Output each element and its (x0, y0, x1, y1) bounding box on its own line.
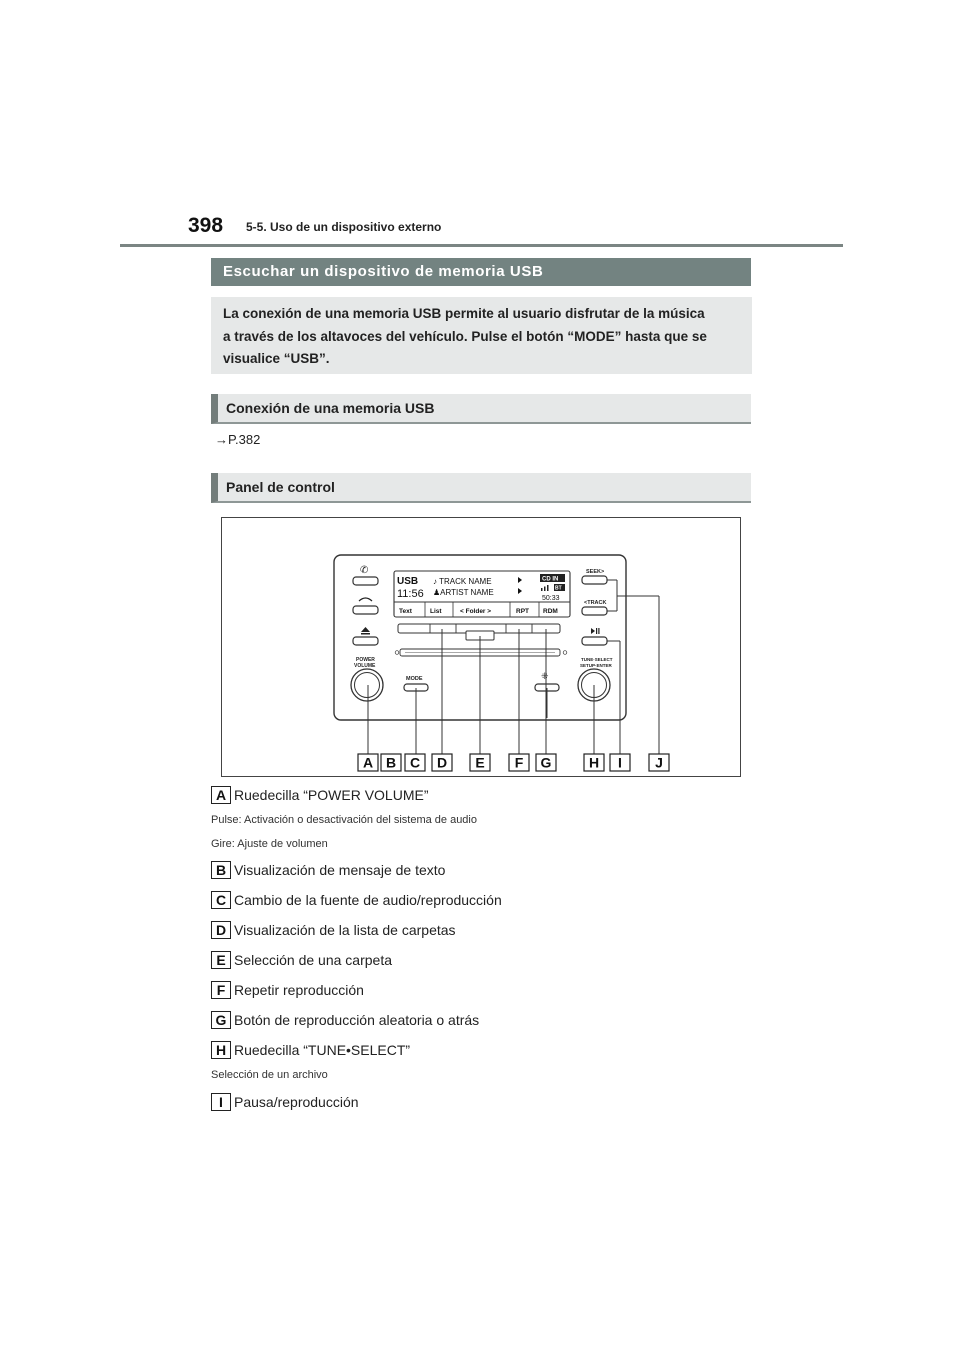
tab-rpt: RPT (516, 608, 529, 615)
item-text: Ruedecilla “POWER VOLUME” (234, 787, 429, 803)
list-item (211, 981, 364, 1003)
item-badge: I (211, 1093, 231, 1111)
callout-e (470, 754, 490, 771)
item-text: Cambio de la fuente de audio/reproducción (234, 892, 502, 908)
display-source: USB (397, 576, 419, 587)
track-label: <TRACK (584, 600, 607, 606)
item-badge: E (211, 951, 231, 969)
item-badge: C (211, 891, 231, 909)
tab-text: Text (399, 608, 412, 615)
phone-pickup-icon: ✆ (360, 565, 369, 576)
item-badge: B (211, 861, 231, 879)
item-badge: A (211, 786, 231, 804)
callout-i (610, 754, 630, 771)
page-number: 398 (188, 214, 224, 237)
section-reference: 5-5. Uso de un dispositivo externo (246, 220, 442, 234)
svg-text:B: B (385, 754, 397, 771)
callout-c (405, 754, 425, 771)
svg-text:G: G (540, 754, 552, 771)
main-section-title: Escuchar un dispositivo de memoria USB (211, 258, 751, 286)
item-text: Visualización de mensaje de texto (234, 862, 446, 878)
callout-g (536, 754, 556, 771)
power-label: POWER (356, 657, 375, 663)
svg-text:H: H (588, 754, 600, 771)
list-item (211, 1041, 410, 1063)
phone-hangup-button (353, 606, 378, 614)
tab-list: List (430, 608, 442, 615)
note-press: Pulse: Activación o desactivación del sistema de audio (211, 814, 477, 826)
list-item (211, 891, 502, 913)
cd-in-text: CD IN (542, 576, 559, 583)
control-panel-figure (221, 517, 741, 777)
svg-text:D: D (436, 754, 448, 771)
mode-label: MODE (406, 676, 423, 682)
callout-b (381, 754, 401, 771)
subsection-title-connection: Conexión de una memoria USB (211, 394, 751, 424)
svg-text:A: A (362, 754, 374, 771)
callout-d (432, 754, 452, 771)
phone-pickup-button (353, 577, 378, 585)
list-item (211, 1093, 359, 1115)
intro-line-2: a través de los altavoces del vehículo. Pulse el botón “MODE” hasta que se (223, 328, 707, 344)
eject-button (353, 637, 378, 645)
note-file-select: Selección de un archivo (211, 1069, 328, 1081)
svg-text:E: E (475, 754, 485, 771)
note-turn: Gire: Ajuste de volumen (211, 838, 328, 850)
intro-line-3: visualice “USB”. (223, 351, 330, 366)
intro-box (211, 297, 752, 374)
svg-text:F: F (514, 754, 524, 771)
seek-button (582, 576, 607, 584)
item-badge: H (211, 1041, 231, 1059)
display-time: 11:56 (397, 588, 424, 600)
svg-text:C: C (409, 754, 421, 771)
display-artist: ♟ARTIST NAME (433, 588, 494, 597)
tab-rdm: RDM (543, 608, 558, 615)
item-badge: F (211, 981, 231, 999)
item-badge: G (211, 1011, 231, 1029)
display-track: ♪ TRACK NAME (433, 577, 492, 586)
page-reference-link[interactable]: →P.382 (215, 432, 261, 447)
tab-folder: < Folder > (460, 608, 492, 615)
setup-enter-label: SETUP·ENTER (580, 663, 612, 668)
item-text: Pausa/reproducción (234, 1094, 359, 1110)
track-button (582, 607, 607, 615)
callout-a (358, 754, 378, 771)
callout-f (509, 754, 529, 771)
item-text: Ruedecilla “TUNE•SELECT” (234, 1042, 411, 1058)
callout-h (584, 754, 604, 771)
audio-unit-illustration (222, 518, 740, 776)
item-text: Selección de una carpeta (234, 952, 392, 968)
tune-select-label: TUNE·SELECT (581, 657, 613, 662)
callout-j (649, 754, 669, 771)
item-text: Visualización de la lista de carpetas (234, 922, 456, 938)
list-item (211, 921, 456, 943)
volume-label: VOLUME (354, 663, 376, 669)
list-item (211, 786, 429, 808)
svg-text:I: I (618, 754, 622, 771)
item-text: Repetir reproducción (234, 982, 364, 998)
seek-label: SEEK> (586, 569, 605, 575)
subsection-title-control-panel: Panel de control (211, 473, 751, 503)
intro-line-1: La conexión de una memoria USB permite al usuario disfrutar de la música (223, 306, 705, 321)
display-elapsed: 50:33 (542, 595, 560, 602)
list-item (211, 861, 445, 883)
item-badge: D (211, 921, 231, 939)
bt-text: BT (555, 585, 562, 592)
header-divider (120, 244, 843, 247)
list-item (211, 951, 392, 973)
list-item (211, 1011, 479, 1033)
svg-text:J: J (655, 754, 663, 771)
item-text: Botón de reproducción aleatoria o atrás (234, 1012, 480, 1028)
random-icon: ⁜ (541, 672, 549, 682)
play-pause-button (582, 637, 607, 645)
